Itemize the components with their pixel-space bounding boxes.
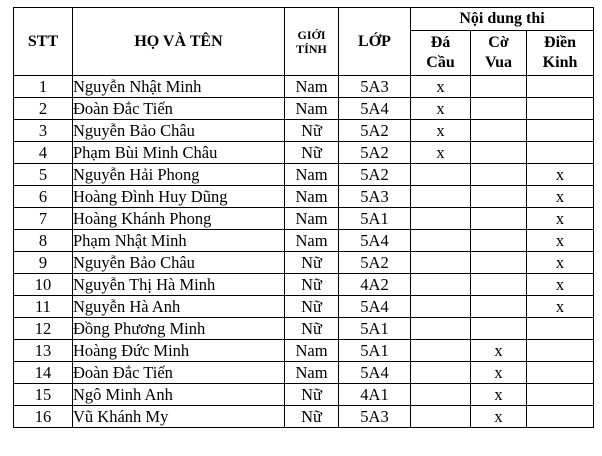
- cell-class: 5A1: [339, 340, 411, 362]
- cell-dien-kinh-mark: [527, 406, 594, 428]
- header-gender-line1: GIỚI: [297, 27, 326, 42]
- cell-stt: 14: [14, 362, 73, 384]
- table-body: [14, 76, 594, 428]
- table-row: [14, 362, 594, 384]
- cell-class: 5A2: [339, 252, 411, 274]
- cell-gender: Nữ: [285, 142, 339, 164]
- table-row: [14, 296, 594, 318]
- header-dien-kinh-line1: Điền: [544, 34, 577, 51]
- table-row: [14, 76, 594, 98]
- table-row: [14, 120, 594, 142]
- cell-name: Nguyễn Bảo Châu: [73, 120, 285, 142]
- cell-da-cau-mark: [411, 296, 471, 318]
- cell-dien-kinh-mark: x: [527, 186, 594, 208]
- cell-class: 5A2: [339, 142, 411, 164]
- cell-name: Phạm Nhật Minh: [73, 230, 285, 252]
- header-da-cau-line1: Đá: [430, 34, 451, 51]
- cell-gender: Nam: [285, 340, 339, 362]
- cell-stt: 3: [14, 120, 73, 142]
- cell-stt: 4: [14, 142, 73, 164]
- cell-co-vua-mark: [471, 296, 527, 318]
- cell-class: 5A4: [339, 296, 411, 318]
- cell-class: 5A4: [339, 98, 411, 120]
- cell-da-cau-mark: [411, 252, 471, 274]
- header-co-vua: [471, 31, 527, 76]
- cell-stt: 5: [14, 164, 73, 186]
- cell-stt: 6: [14, 186, 73, 208]
- cell-dien-kinh-mark: x: [527, 274, 594, 296]
- cell-class: 5A4: [339, 362, 411, 384]
- header-da-cau-line2: Cầu: [426, 54, 455, 71]
- cell-class: 5A3: [339, 76, 411, 98]
- header-name: HỌ VÀ TÊN: [73, 8, 285, 76]
- header-row-top: [14, 8, 594, 31]
- cell-co-vua-mark: x: [471, 340, 527, 362]
- cell-co-vua-mark: [471, 76, 527, 98]
- cell-co-vua-mark: [471, 274, 527, 296]
- cell-gender: Nam: [285, 164, 339, 186]
- cell-gender: Nam: [285, 98, 339, 120]
- cell-co-vua-mark: [471, 252, 527, 274]
- cell-da-cau-mark: [411, 164, 471, 186]
- cell-co-vua-mark: [471, 120, 527, 142]
- cell-name: Nguyễn Hà Anh: [73, 296, 285, 318]
- header-gender-line2: TÍNH: [296, 41, 327, 56]
- cell-gender: Nữ: [285, 252, 339, 274]
- cell-name: Vũ Khánh My: [73, 406, 285, 428]
- cell-dien-kinh-mark: x: [527, 164, 594, 186]
- cell-da-cau-mark: [411, 384, 471, 406]
- cell-name: Đoàn Đắc Tiến: [73, 98, 285, 120]
- header-da-cau: [411, 31, 471, 76]
- cell-gender: Nữ: [285, 120, 339, 142]
- cell-co-vua-mark: [471, 186, 527, 208]
- cell-stt: 8: [14, 230, 73, 252]
- cell-gender: Nữ: [285, 318, 339, 340]
- cell-gender: Nam: [285, 76, 339, 98]
- cell-da-cau-mark: x: [411, 142, 471, 164]
- cell-da-cau-mark: [411, 406, 471, 428]
- cell-gender: Nữ: [285, 274, 339, 296]
- cell-dien-kinh-mark: [527, 142, 594, 164]
- table-row: [14, 230, 594, 252]
- cell-gender: Nam: [285, 230, 339, 252]
- cell-class: 4A1: [339, 384, 411, 406]
- cell-name: Nguyễn Thị Hà Minh: [73, 274, 285, 296]
- cell-gender: Nữ: [285, 384, 339, 406]
- header-class: LỚP: [339, 8, 411, 76]
- table-header: [14, 8, 594, 76]
- header-gender: [285, 8, 339, 76]
- cell-name: Hoàng Khánh Phong: [73, 208, 285, 230]
- cell-class: 5A4: [339, 230, 411, 252]
- cell-stt: 13: [14, 340, 73, 362]
- cell-dien-kinh-mark: [527, 120, 594, 142]
- cell-dien-kinh-mark: [527, 384, 594, 406]
- cell-gender: Nam: [285, 208, 339, 230]
- cell-name: Hoàng Đức Minh: [73, 340, 285, 362]
- cell-gender: Nữ: [285, 406, 339, 428]
- table-row: [14, 384, 594, 406]
- table-row: [14, 98, 594, 120]
- cell-da-cau-mark: x: [411, 76, 471, 98]
- cell-class: 5A1: [339, 208, 411, 230]
- cell-co-vua-mark: [471, 318, 527, 340]
- cell-co-vua-mark: x: [471, 384, 527, 406]
- cell-co-vua-mark: [471, 208, 527, 230]
- header-dien-kinh-line2: Kinh: [542, 54, 578, 71]
- cell-stt: 10: [14, 274, 73, 296]
- table-row: [14, 252, 594, 274]
- header-co-vua-line2: Vua: [485, 54, 512, 71]
- header-stt: STT: [14, 8, 73, 76]
- cell-da-cau-mark: [411, 362, 471, 384]
- cell-stt: 7: [14, 208, 73, 230]
- cell-da-cau-mark: [411, 274, 471, 296]
- cell-co-vua-mark: x: [471, 406, 527, 428]
- cell-class: 5A2: [339, 164, 411, 186]
- table-row: [14, 186, 594, 208]
- cell-gender: Nam: [285, 362, 339, 384]
- cell-class: 4A2: [339, 274, 411, 296]
- cell-da-cau-mark: x: [411, 98, 471, 120]
- cell-da-cau-mark: x: [411, 120, 471, 142]
- participant-table: [13, 7, 594, 428]
- cell-gender: Nữ: [285, 296, 339, 318]
- cell-class: 5A3: [339, 406, 411, 428]
- cell-stt: 12: [14, 318, 73, 340]
- table-row: [14, 208, 594, 230]
- cell-co-vua-mark: [471, 164, 527, 186]
- cell-dien-kinh-mark: [527, 98, 594, 120]
- cell-name: Nguyễn Bảo Châu: [73, 252, 285, 274]
- header-competition-group: Nội dung thi: [411, 8, 594, 31]
- cell-stt: 16: [14, 406, 73, 428]
- cell-da-cau-mark: [411, 186, 471, 208]
- cell-co-vua-mark: x: [471, 362, 527, 384]
- cell-stt: 9: [14, 252, 73, 274]
- cell-dien-kinh-mark: [527, 362, 594, 384]
- cell-dien-kinh-mark: [527, 340, 594, 362]
- cell-co-vua-mark: [471, 230, 527, 252]
- cell-da-cau-mark: [411, 230, 471, 252]
- cell-name: Phạm Bùi Minh Châu: [73, 142, 285, 164]
- cell-name: Nguyễn Hải Phong: [73, 164, 285, 186]
- cell-stt: 1: [14, 76, 73, 98]
- cell-dien-kinh-mark: x: [527, 208, 594, 230]
- cell-dien-kinh-mark: [527, 318, 594, 340]
- cell-name: Đồng Phương Minh: [73, 318, 285, 340]
- cell-dien-kinh-mark: [527, 76, 594, 98]
- table-row: [14, 406, 594, 428]
- table-row: [14, 164, 594, 186]
- cell-da-cau-mark: [411, 318, 471, 340]
- cell-co-vua-mark: [471, 142, 527, 164]
- header-co-vua-line1: Cờ: [488, 34, 509, 51]
- cell-stt: 2: [14, 98, 73, 120]
- table-row: [14, 142, 594, 164]
- cell-dien-kinh-mark: x: [527, 296, 594, 318]
- header-dien-kinh: [527, 31, 594, 76]
- cell-class: 5A1: [339, 318, 411, 340]
- cell-name: Đoàn Đắc Tiến: [73, 362, 285, 384]
- cell-stt: 15: [14, 384, 73, 406]
- cell-dien-kinh-mark: x: [527, 230, 594, 252]
- cell-da-cau-mark: [411, 208, 471, 230]
- table-row: [14, 340, 594, 362]
- cell-name: Nguyễn Nhật Minh: [73, 76, 285, 98]
- cell-gender: Nam: [285, 186, 339, 208]
- cell-da-cau-mark: [411, 340, 471, 362]
- cell-dien-kinh-mark: x: [527, 252, 594, 274]
- cell-class: 5A3: [339, 186, 411, 208]
- table-row: [14, 274, 594, 296]
- cell-co-vua-mark: [471, 98, 527, 120]
- cell-name: Ngô Minh Anh: [73, 384, 285, 406]
- cell-stt: 11: [14, 296, 73, 318]
- table-row: [14, 318, 594, 340]
- cell-class: 5A2: [339, 120, 411, 142]
- cell-name: Hoàng Đình Huy Dũng: [73, 186, 285, 208]
